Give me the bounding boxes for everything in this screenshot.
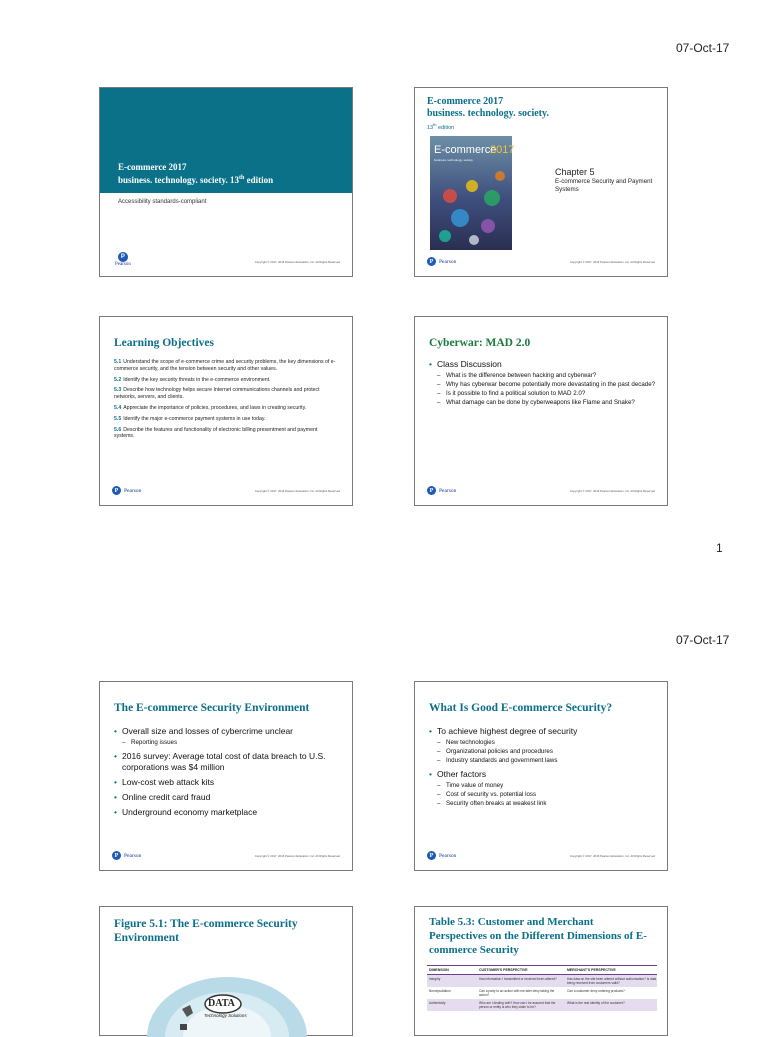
- slide-learning-objectives: [99, 316, 353, 506]
- edition-label: 13th edition: [427, 122, 455, 131]
- table-row: Nonrepudiation Can a party to an action with me later deny taking the action? Can a customer deny ordering products?: [427, 987, 657, 999]
- slide-title-text: The E-commerce Security Environment: [114, 702, 310, 714]
- list-item: – Reporting issues: [122, 738, 342, 747]
- slide-security-environment: [99, 681, 353, 871]
- pearson-logo: P Pearson: [427, 257, 456, 266]
- slide-title: [99, 87, 353, 277]
- list-item: – What is the difference between hacking and cyberwar?: [437, 371, 657, 380]
- list-item: – Is it possible to find a political solution to MAD 2.0?: [437, 389, 657, 398]
- pearson-logo-icon: P: [427, 486, 436, 495]
- data-badge-sublabel: Technology Solutions: [204, 1013, 247, 1018]
- list-item: • Online credit card fraud: [114, 792, 342, 803]
- list-item: 5.1 Understand the scope of e-commerce crime and security problems, the key dimensions of e-commerce security, and the tension between security and other values.: [114, 359, 336, 372]
- list-item: – Time value of money: [437, 781, 657, 790]
- cover-art-icon: [430, 136, 512, 250]
- slide-title-text: Table 5.3: Customer and Merchant Perspectives on the Different Dimensions of E-commerce Security: [429, 916, 647, 956]
- pearson-logo-icon: P: [118, 252, 128, 262]
- chapter-number: Chapter 5: [555, 167, 595, 177]
- pearson-logo-icon: P: [112, 851, 121, 860]
- pearson-logo: P Pearson: [427, 486, 456, 495]
- slide-title-text: Cyberwar: MAD 2.0: [429, 337, 531, 349]
- page-date: 07-Oct-17: [676, 41, 730, 55]
- table-header-row: DIMENSION CUSTOMER'S PERSPECTIVE MERCHANT'S PERSPECTIVE: [427, 966, 657, 975]
- list-item: • Underground economy marketplace: [114, 807, 342, 818]
- list-item: • Class Discussion – What is the difference between hacking and cyberwar? – Why has cyberwar become potentially more devastating in the past decade? – Is it possible to find a political solution to MAD 2.0? – What damage can be done by cyberweapons like Flame and Snake?: [429, 359, 657, 407]
- slide-table-5-3: [414, 906, 668, 1036]
- slide-title-text: Learning Objectives: [114, 337, 214, 349]
- list-item: 5.3 Describe how technology helps secure Internet communications channels and protect networks, servers, and clients.: [114, 387, 320, 401]
- page-number: 1: [716, 541, 723, 555]
- copyright: Copyright © 2017, 2016 Pearson Education, Inc. All Rights Reserved: [254, 260, 340, 264]
- pearson-logo-icon: P: [112, 486, 121, 495]
- pearson-logo: P Pearson: [427, 851, 456, 860]
- list-item: – Organizational policies and procedures: [437, 747, 657, 756]
- list-item: • Overall size and losses of cybercrime unclear – Reporting issues: [114, 726, 342, 747]
- list-item: • Low-cost web attack kits: [114, 777, 342, 788]
- page-date: 07-Oct-17: [676, 633, 730, 647]
- list-item: – New technologies: [437, 738, 657, 747]
- list-item: – Cost of security vs. potential loss: [437, 790, 657, 799]
- slide-title-text: What Is Good E-commerce Security?: [429, 702, 613, 714]
- slide-book-cover: [414, 87, 668, 277]
- list-item: • To achieve highest degree of security – New technologies – Organizational policies and procedures – Industry standards and government laws: [429, 726, 657, 765]
- bullet-list: [429, 726, 657, 812]
- list-item: – Industry standards and government laws: [437, 756, 657, 765]
- list-item: 5.4 Appreciate the importance of policies, procedures, and laws in creating security.: [114, 404, 307, 411]
- book-cover-image: E-commerce 2017 business. technology. society.: [430, 136, 512, 250]
- slide-figure-5-1: [99, 906, 353, 1036]
- bullet-list: [114, 726, 342, 822]
- list-item: – Why has cyberwar become potentially more devastating in the past decade?: [437, 380, 657, 389]
- list-item: – Security often breaks at weakest link: [437, 799, 657, 808]
- pearson-logo-icon: P: [427, 851, 436, 860]
- pearson-logo: P Pearson: [115, 254, 131, 267]
- pearson-logo: P Pearson: [112, 486, 141, 495]
- copyright: Copyright © 2017, 2016 Pearson Education, Inc. All Rights Reserved: [569, 854, 655, 858]
- slide-good-security: [414, 681, 668, 871]
- slide-main-title: E-commerce 2017 business. technology. society. 13th edition: [118, 162, 274, 185]
- list-item: • 2016 survey: Average total cost of data breach to U.S. corporations was $4 million: [114, 751, 342, 773]
- list-item: 5.2 Identify the key security threats in the e-commerce environment.: [114, 376, 271, 383]
- copyright: Copyright © 2017, 2016 Pearson Education, Inc. All Rights Reserved: [569, 489, 655, 493]
- pearson-logo-icon: P: [427, 257, 436, 266]
- data-badge-label: DATA: [208, 998, 235, 1009]
- pearson-logo: P Pearson: [112, 851, 141, 860]
- bullet-list: [429, 359, 657, 411]
- slide-subtitle: Accessibility standards-compliant: [118, 199, 207, 205]
- slide-title-text: E-commerce 2017 business. technology. society.: [427, 96, 549, 119]
- copyright: Copyright © 2017, 2016 Pearson Education, Inc. All Rights Reserved: [569, 260, 655, 264]
- table-row: Integrity Has information I transmitted or received been altered? Has data on the site been altered without authorization? Is data being received from customers valid?: [429, 977, 657, 985]
- copyright: Copyright © 2017, 2016 Pearson Education, Inc. All Rights Reserved: [254, 854, 340, 858]
- list-item: 5.5 Identify the major e-commerce payment systems in use today.: [114, 415, 266, 422]
- objectives-list: [114, 359, 338, 444]
- table-row: Authenticity Who am I dealing with? How can I be assured that the person or entity is who they claim to be? What is the real identity of the customer?: [427, 999, 657, 1011]
- copyright: Copyright © 2017, 2016 Pearson Education, Inc. All Rights Reserved: [254, 489, 340, 493]
- perspectives-table: [427, 965, 657, 1011]
- slide-cyberwar: [414, 316, 668, 506]
- list-item: • Other factors – Time value of money – Cost of security vs. potential loss – Security often breaks at weakest link: [429, 769, 657, 808]
- list-item: – What damage can be done by cyberweapons like Flame and Snake?: [437, 398, 657, 407]
- chapter-title: E-commerce Security and Payment Systems: [555, 178, 653, 193]
- list-item: 5.6 Describe the features and functionality of electronic billing presentment and payment systems.: [114, 426, 318, 440]
- slide-title-text: Figure 5.1: The E-commerce Security Environment: [114, 918, 298, 944]
